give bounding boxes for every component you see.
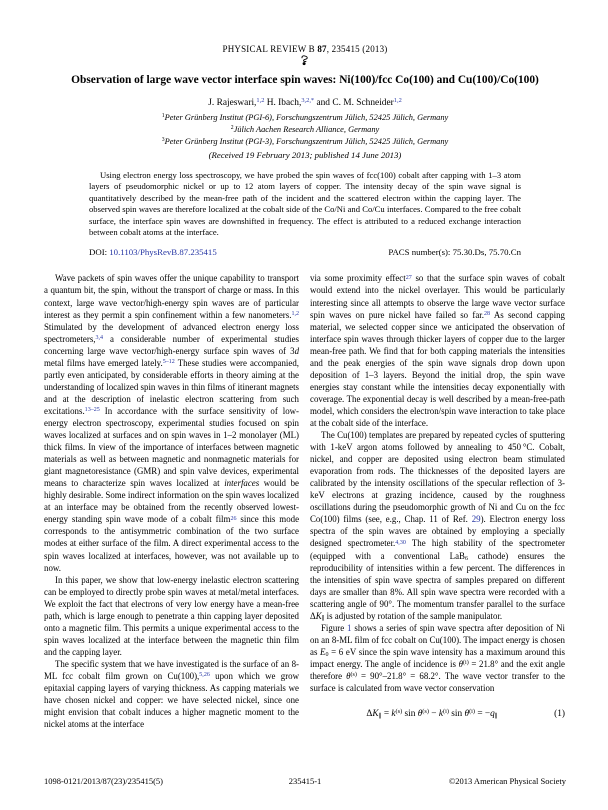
page-number: 235415-1 [288,776,322,786]
paper-title: Observation of large wave vector interface spin waves: Ni(100)/fcc Co(100) and Cu(100)/Co(100) [71,74,539,86]
paragraph-figure1: Figure 1 shows a series of spin wave spectra after deposition of Ni on an 8-ML film of fcc cobalt on Cu(100). The impact energy is chosen as $E_0 = 6$ eV since the spin wave intensity has a maximum around this impact energy. The angle of incidence is $\theta^{(i)} = 21.8^\circ$ and the exit angle therefore $\theta^{(s)} = 90^\circ-21.8^\circ = 68.2^\circ$. The wave vector transfer to the surface is calculated from wave vector conservation [310,622,565,694]
paragraph-specific-system: The specific system that we have investigated is the surface of an 8-ML fcc cobalt film grown on Cu(100),$^{5,26}$ upon which we grow epitaxial capping layers of varying thickness. As capping materials we have chosen nickel and copper: we have selected nickel, since one might envision that cobalt induces a higher magnetic moment to the nickel atoms at the interface [44,658,299,730]
abstract-text: Using electron energy loss spectroscopy, we have probed the spin waves of fcc(100) cobalt after capping with 1–3 atom layers of pseudomorphic nickel or up to 12 atom layers of copper. The intensity decay of the spin wave signal is quantitatively described by the mean-free path of the incident and the scattered electron within the capping layer. The observed spin waves are therefore localized at the cobalt side of the Co/Ni and Co/Cu interfaces. Compared to the free cobalt surface, the interface spin waves are downshifted in frequency. The effect is attributed to a reduced exchange interaction between cobalt atoms at the interface. [89,170,521,238]
doi-pacs-row [89,247,521,257]
equation-1: $\Delta K_\parallel = k^{(s)}$ $\sin \theta^{(s)} - k^{(i)}$ $\sin \theta^{(i)} = -q_\parallel$ [366,708,498,720]
paragraph-this-paper: In this paper, we show that low-energy inelastic electron scattering can be employed to directly probe spin waves at metal/metal interfaces. We exploit the fact that electrons of very low energy have a mean-free path, which is large enough to penetrate a thin capping layer deposited onto a magnetic film. This permits a unique experimental access to the spin waves localized at the interface between the magnetic thin film and the capping layer. [44,574,299,657]
affiliations [44,112,566,161]
copyright-notice: ©2013 American Physical Society [448,776,566,786]
affiliation-line-2: $^2$Jülich Aachen Research Alliance, Germany [230,125,380,134]
equation-number: (1) [554,709,565,720]
page-content [44,44,566,730]
crossmark-icon [44,55,566,68]
two-column-body [44,272,566,730]
column-right [310,272,565,730]
page-footer [44,776,566,786]
affiliation-line-1: $^1$Peter Grünberg Institut (PGI-6), Forschungszentrum Jülich, 52425 Jülich, Germany [161,113,449,122]
issn-code: 1098-0121/2013/87(23)/235415(5) [44,776,163,786]
paragraph-intro: Wave packets of spin waves offer the unique capability to transport a quantum bit, the spin, without the transport of charge or mass. In this context, large wave vector/high-energy spin waves are of particular interest as they permit a spin confinement within a few nanometers.$^{1,2}$ Stimulated by the development of advanced electron energy loss spectrometers,$^{3,4}$ a considerable number of experimental studies concerning large wave vector/high-energy surface spin waves of 3d metal films have emerged lately.$^{5-12}$ These studies were accompanied, partly even anticipated, by considerable efforts in theory aiming at the understanding of localized spin waves in thin films of itinerant magnets and at the description of inelastic electron scattering from such excitations.$^{13-25}$ In accordance with the surface sensitivity of low-energy electron spectroscopy, experimental studies focused on spin waves localized at surfaces and on spin waves in 1–2 monolayer (ML) thick films. In view of the importance of interfaces between magnetic materials as well as between magnetic and nonmagnetic materials for giant magnetoresistance (GMR) and spin valve devices, experimental means to characterize spin waves localized at interfaces would be highly desirable. Some indirect information on the spin waves localized at an interface may be obtained from the recently observed lowest-energy standing spin wave mode of a cobalt film$^{26}$ since this mode corresponds to the antisymmetric combination of the two surface modes at either surface of the film. A direct experimental access to the spin waves localized at interfaces, however, was not available up to now. [44,273,300,573]
affiliation-line-3: $^3$Peter Grünberg Institut (PGI-3), Forschungszentrum Jülich, 52425 Jülich, Germany [161,137,449,146]
received-line: (Received 19 February 2013; published 14 June 2013) [208,150,402,160]
doi-link[interactable]: DOI: 10.1103/PhysRevB.87.235415 [89,247,217,258]
pacs-numbers: PACS number(s): 75.30.Ds, 75.70.Cn [388,247,521,258]
equation-row [310,708,565,720]
journal-header: PHYSICAL REVIEW B 87, 235415 (2013) [222,44,388,54]
column-left [44,272,299,730]
authors-line: J. Rajeswari,$^{1,2}$ H. Ibach,$^{3,2,*}$ and C. M. Schneider$^{1,2}$ [208,97,402,108]
paragraph-proximity: via some proximity effect$^{27}$ so that the surface spin waves of cobalt would extend into the nickel overlayer. This would be particularly interesting since all attempts to observe the large wave vector surface spin waves on pure nickel have failed so far.$^{28}$ As second capping material, we selected copper since we anticipated the observation of interface spin waves through thicker layers of copper due to the larger mean-free path. We find that for both capping materials the intensities and the peak energies of the spin wave signals drop down upon deposition of 1–3 layers. Beyond the initial drop, the spin wave energies stay constant while the intensities decay exponentially with coverage. The exponential decay is well described by a mean-free-path model, which considers the electron/spin wave interaction to take place at the cobalt side of the interface. [310,273,565,428]
paragraph-templates: The Cu(100) templates are prepared by repeated cycles of sputtering with 1-keV argon atoms followed by annealing to 450 °C. Cobalt, nickel, and copper are deposited using electron beam stimulated evaporation from rods. The thicknesses of the deposited layers are calibrated by the intensity oscillations of the specular reflection of 3-keV electrons at grazing incidence, caused by the roughness oscillations during the pseudomorphic growth of Ni and Cu on the fcc Co(100) films (see, e.g., Chap. 11 of Ref. 29). Electron energy loss spectra of the spin waves are obtained by employing a specially designed spectrometer.$^{4,30}$ The high stability of the spectrometer (equipped with a conventional LaB$_6$ cathode) ensures the reproducibility of intensities within a few percent. The differences in the intensities of spin wave spectra of samples prepared on different days are smaller than 8%. All spin wave spectra were recorded with a scattering angle of 90°. The momentum transfer parallel to the surface $\Delta K_\parallel$ is adjusted by rotation of the sample manipulator. [310,430,565,623]
